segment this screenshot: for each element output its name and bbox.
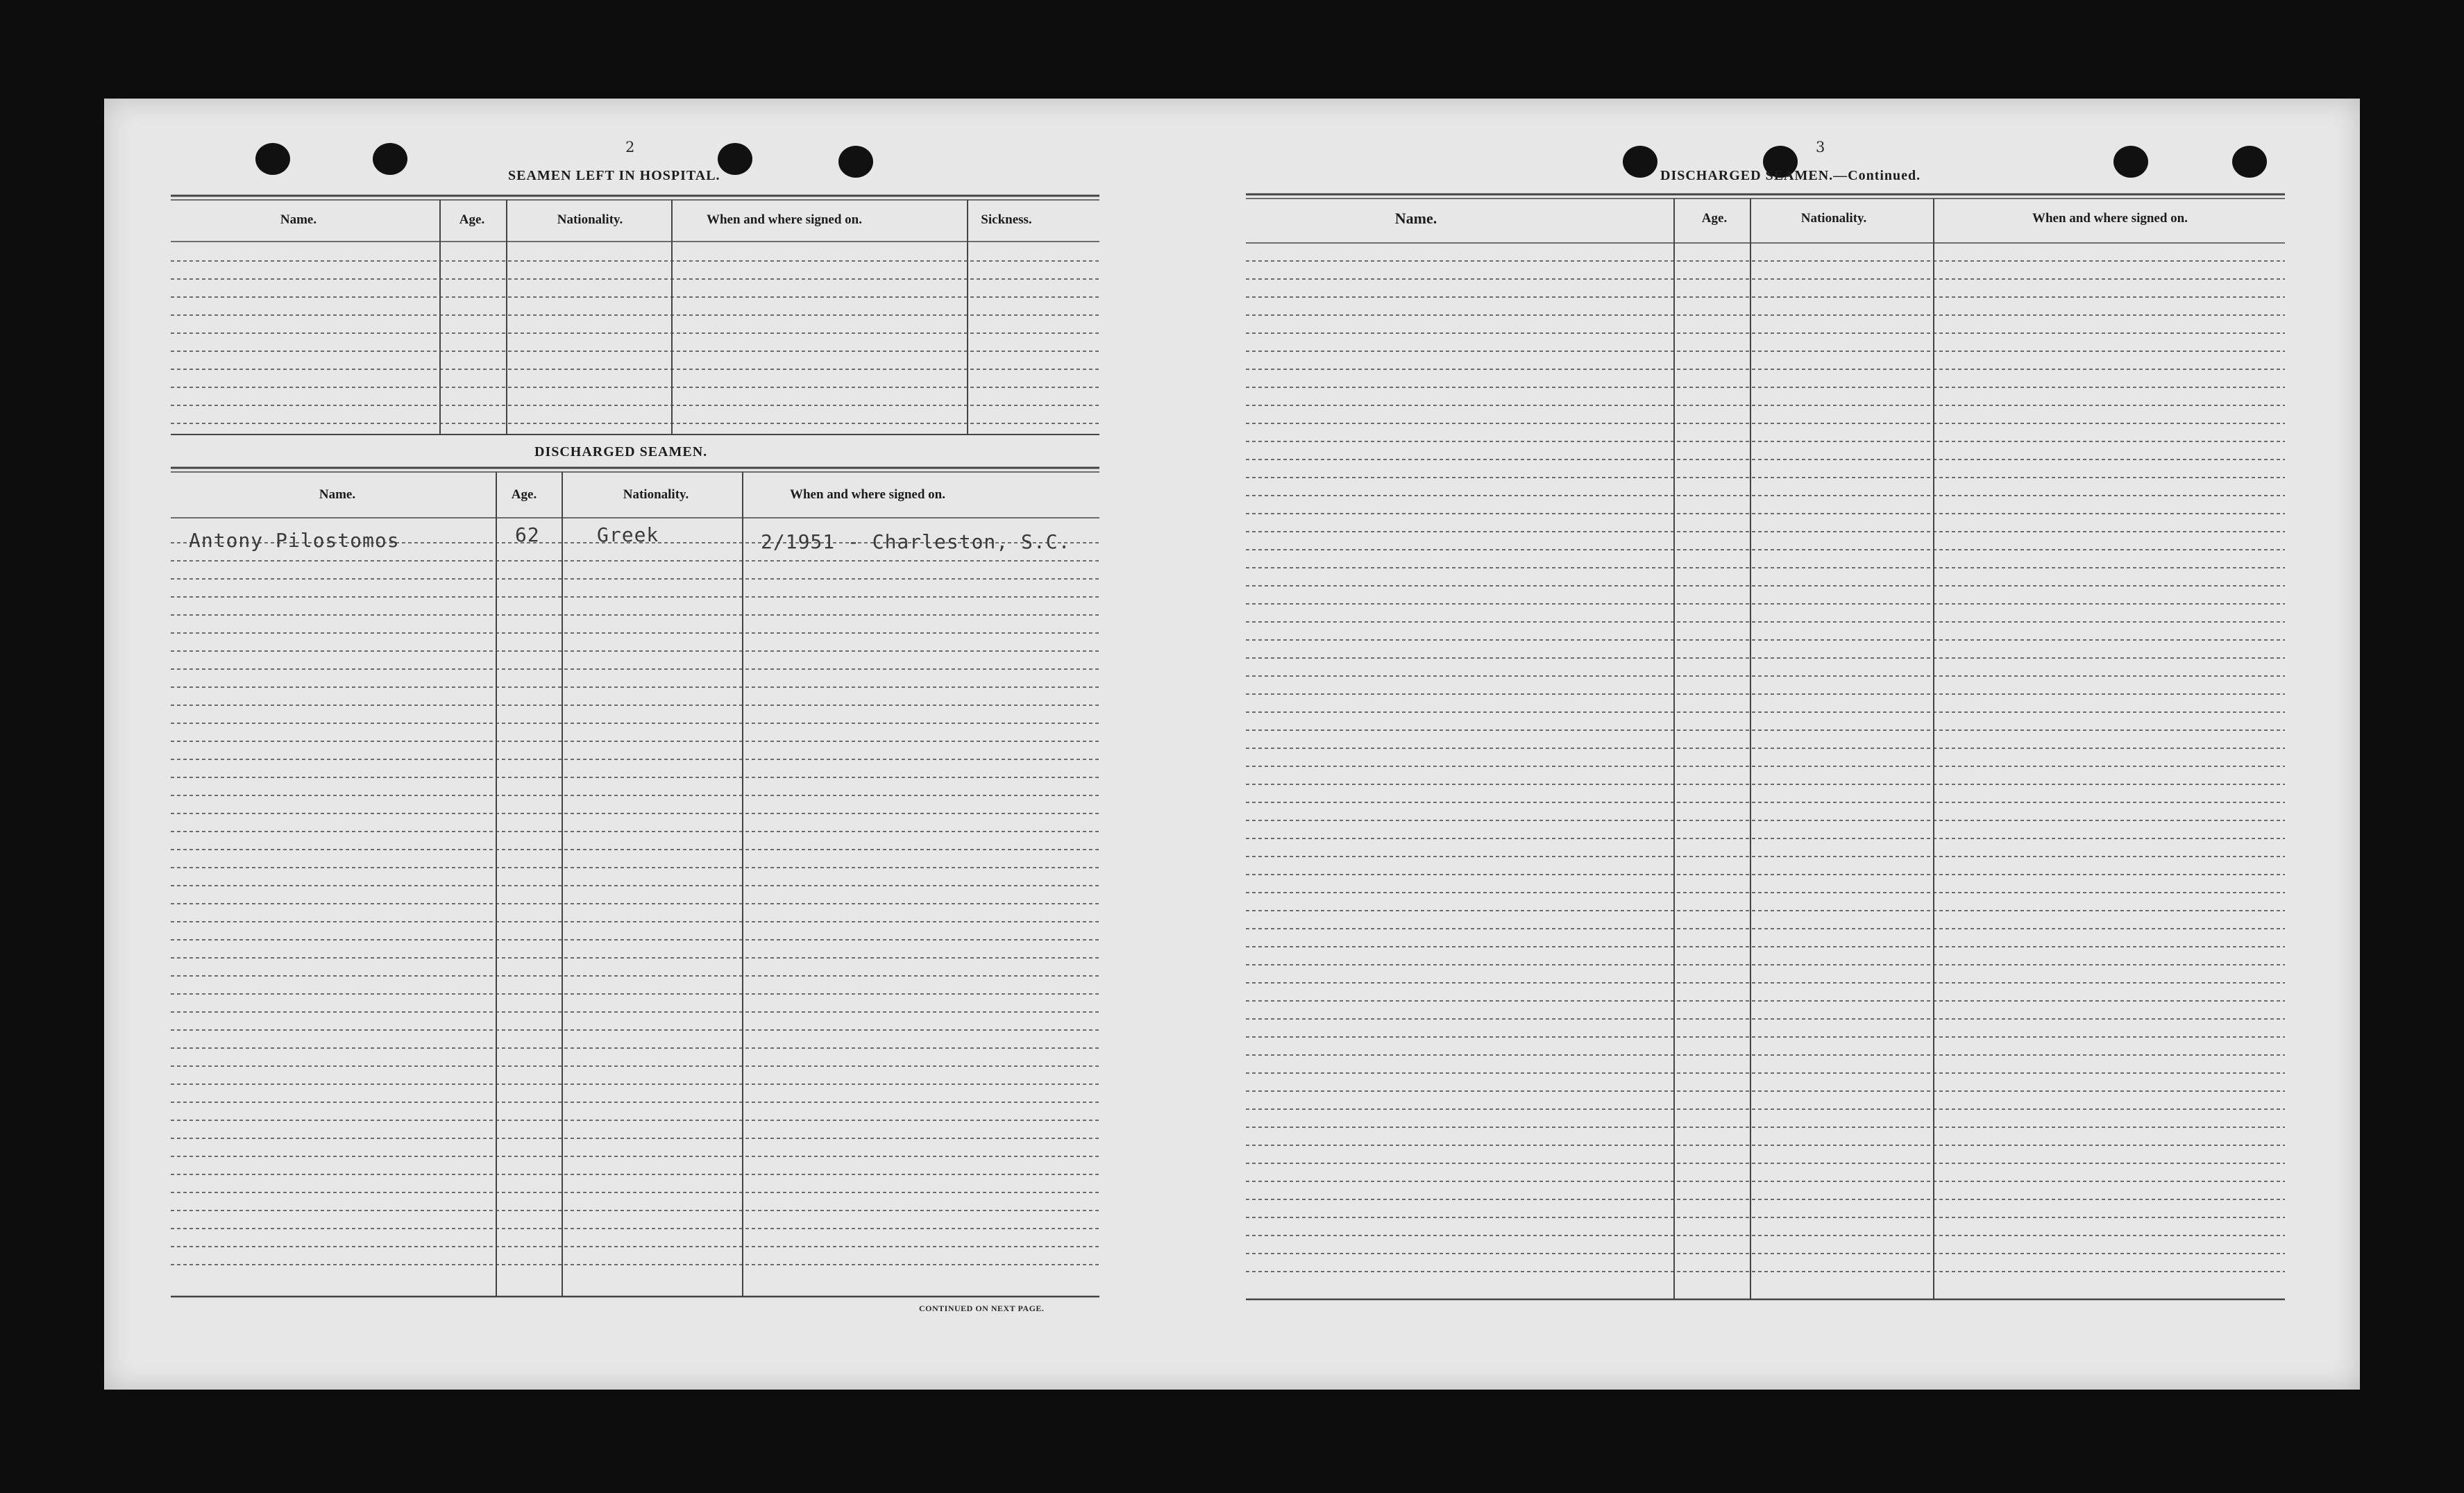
page-number-left: 2	[625, 139, 635, 155]
right-col-name: Name.	[1394, 210, 1437, 227]
hospital-col-signed-on: When and where signed on.	[706, 212, 862, 227]
seaman-name: Antony Pilostomos	[189, 529, 400, 552]
ruled-table-lines	[104, 99, 2360, 1390]
discharged-col-signed-on: When and where signed on.	[789, 487, 945, 502]
hospital-col-nationality: Nationality.	[557, 212, 623, 227]
seaman-nationality: Greek	[597, 523, 659, 546]
right-section-title: DISCHARGED SEAMEN.—Continued.	[1660, 168, 1921, 183]
right-col-signed-on: When and where signed on.	[2032, 211, 2188, 226]
hospital-col-name: Name.	[280, 212, 317, 227]
right-col-age: Age.	[1701, 211, 1728, 226]
seaman-age: 62	[515, 523, 540, 546]
hospital-col-age: Age.	[459, 212, 485, 227]
discharged-col-nationality: Nationality.	[623, 487, 689, 502]
discharged-col-age: Age.	[511, 487, 537, 502]
hospital-col-sickness: Sickness.	[981, 212, 1032, 227]
right-col-nationality: Nationality.	[1800, 211, 1867, 226]
discharged-col-name: Name.	[319, 487, 356, 502]
hospital-section-title: SEAMEN LEFT IN HOSPITAL.	[508, 168, 720, 183]
page-number-right: 3	[1816, 139, 1825, 155]
discharged-section-title: DISCHARGED SEAMEN.	[534, 444, 708, 459]
seaman-signed-on: 2/1951 - Charleston, S.C.	[761, 530, 1071, 553]
continued-note: CONTINUED ON NEXT PAGE.	[919, 1304, 1045, 1313]
document-page	[104, 99, 2360, 1390]
